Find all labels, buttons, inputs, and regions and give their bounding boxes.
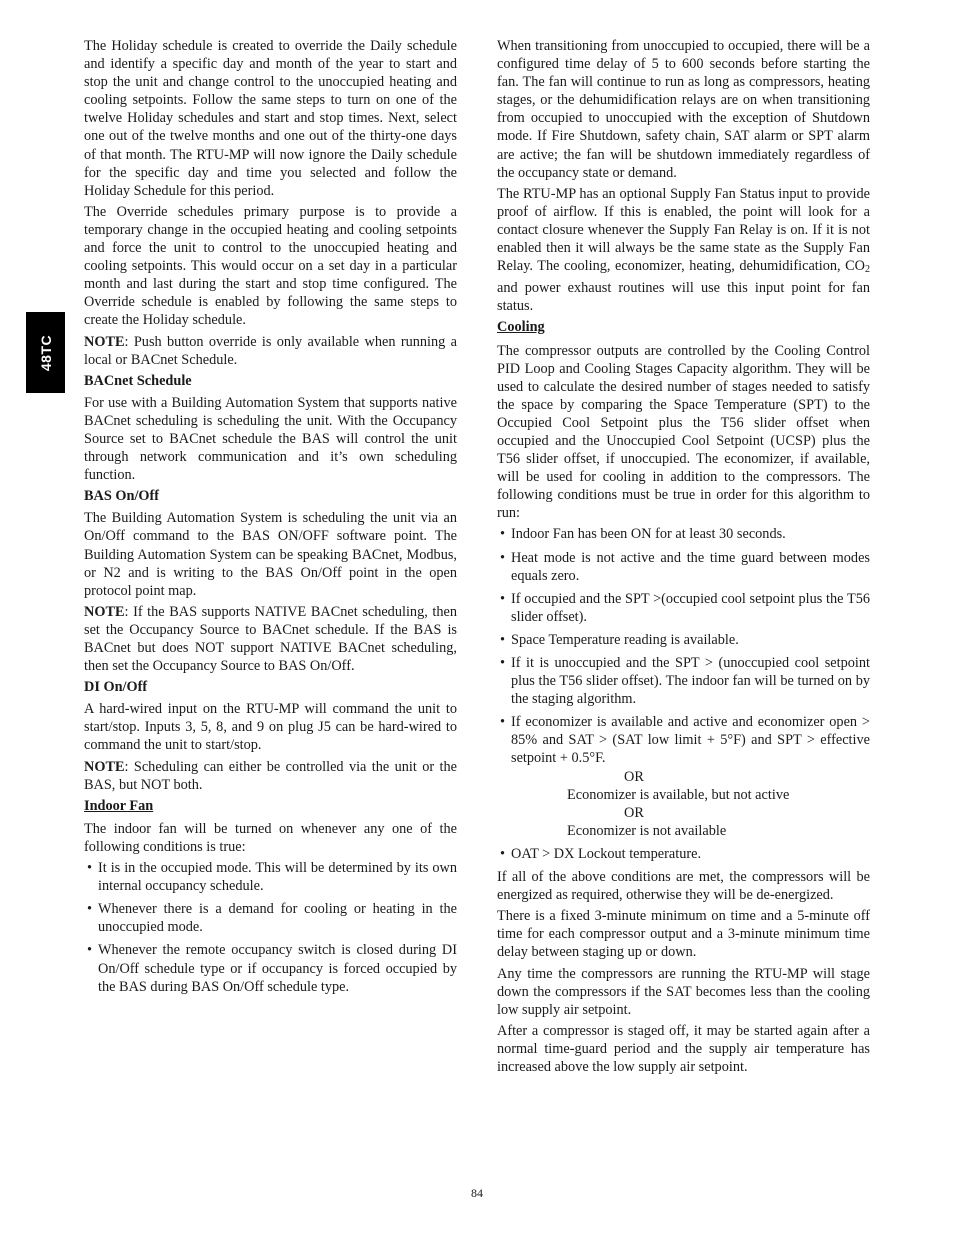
paragraph-text: The RTU-MP has an optional Supply Fan Status input to provide proof of airflow. If this is enabled, the point will look for a contact closure whenever the Supply Fan Relay is on. If it is not enabled then it will always be the same state as the Supply Fan Relay. The cooling, economizer, heating, dehumidification, CO — [497, 185, 870, 275]
note-label: NOTE — [84, 333, 125, 350]
list-item: • Heat mode is not active and the time guard between modes equals zero. — [497, 549, 870, 585]
indoor-fan-paragraph: The indoor fan will be turned on whenever any one of the following conditions is true: — [84, 820, 457, 855]
bas-onoff-heading: BAS On/Off — [84, 488, 160, 505]
minimum-time-paragraph: There is a fixed 3-minute minimum on time and a 5-minute off time for each compressor output and a 3-minute minimum time delay between staging up or down. — [497, 908, 870, 961]
override-schedule-paragraph: The Override schedules primary purpose is to provide a temporary change in the occupied heating and cooling setpoints and force the unit to control to the unoccupied heating and cooling setpoints. This would occur on a set day in a particular month and last during the start and stop time configured. The Override schedule is enabled by following the same steps to create the Holiday schedule. — [84, 203, 457, 329]
right-column — [497, 37, 870, 1079]
di-onoff-paragraph: A hard-wired input on the RTU-MP will command the unit to start/stop. Inputs 3, 5, 8, and 9 on plug J5 can be hard-wired to command the unit to start/stop. — [84, 701, 457, 754]
di-onoff-heading: DI On/Off — [84, 679, 148, 696]
bacnet-schedule-paragraph: For use with a Building Automation System that supports native BACnet scheduling is scheduling the unit. With the Occupancy Source set to BACnet schedule the BAS will control the unit through network communication and it’s own scheduling function. — [84, 394, 457, 484]
push-button-note — [84, 333, 457, 369]
note-text: : If the BAS supports NATIVE BACnet scheduling, then set the Occupancy Source to BACnet schedule. If the BAS is BACnet but does NOT support NATIVE BACnet scheduling, then set the Occupancy Source to BAS On/Off. — [84, 603, 457, 675]
list-item: • OAT > DX Lockout temperature. — [497, 845, 870, 863]
list-item-text: • If economizer is available and active and economizer open > 85% and SAT > (SAT low limit + 5°F) and SPT > effective setpoint + 0.5°F. — [511, 714, 870, 767]
economizer-condition: Economizer is not available — [567, 822, 727, 839]
bas-native-note — [84, 603, 457, 675]
list-item: • It is in the occupied mode. This will be determined by its own internal occupancy schedule. — [84, 859, 457, 895]
co2-subscript: 2 — [865, 264, 870, 276]
transition-paragraph: When transitioning from unoccupied to occupied, there will be a configured time delay of 5 to 600 seconds before starting the fan. The fan will continue to run as long as compressors, heating stages, or the dehumidification relays are on when transitioning from occupied to unoccupied with the exception of Shutdown mode. If Fire Shutdown, safety chain, SAT alarm or SPT alarm are active; the fan will be shutdown immediately regardless of the occupancy state or demand. — [497, 38, 870, 181]
page-number: 84 — [471, 1186, 483, 1200]
bas-onoff-paragraph: The Building Automation System is scheduling the unit via an On/Off command to the BAS ON/OFF software point. The Building Automation System can be speaking BACnet, Modbus, or N2 and is writing to the BAS On/Off point in the open protocol point map. — [84, 510, 457, 599]
energize-paragraph: If all of the above conditions are met, the compressors will be energized as required, otherwise they will be de-energized. — [497, 869, 870, 904]
scheduling-note — [84, 758, 457, 794]
list-item: • Whenever the remote occupancy switch is closed during DI On/Off schedule type or if occupancy is forced occupied by the BAS during BAS On/Off schedule type. — [84, 941, 457, 995]
note-text: : Scheduling can either be controlled via the unit or the BAS, but NOT both. — [84, 758, 457, 793]
restart-paragraph: After a compressor is staged off, it may be started again after a normal time-guard period and the supply air temperature has increased above the low supply air setpoint. — [497, 1022, 870, 1075]
cooling-heading: Cooling — [497, 319, 545, 336]
supply-fan-status-paragraph — [497, 185, 870, 316]
note-label: NOTE — [84, 603, 125, 620]
note-label: NOTE — [84, 758, 125, 775]
bacnet-schedule-heading: BACnet Schedule — [84, 372, 192, 389]
indoor-fan-heading: Indoor Fan — [84, 797, 154, 814]
list-item: • Indoor Fan has been ON for at least 30 seconds. — [497, 525, 870, 543]
list-item — [497, 713, 870, 840]
section-side-tab — [26, 312, 65, 393]
list-item: • Space Temperature reading is available. — [497, 631, 870, 649]
note-text: : Push button override is only available when running a local or BACnet Schedule. — [84, 333, 457, 368]
holiday-schedule-paragraph: The Holiday schedule is created to override the Daily schedule and identify a specific day and month of the year to start and stop the unit and change control to the unoccupied heating and cooling setpoints. Follow the same steps to turn on one of the twelve Holiday schedules and start and stop times. Next, select one out of the twelve months and one out of the thirty-one days of that month. The RTU-MP will now ignore the Daily schedule for the specific day and time you selected and follow the Holiday Schedule for this period. — [84, 38, 457, 199]
cooling-paragraph: The compressor outputs are controlled by the Cooling Control PID Loop and Cooling Stages Capacity algorithm. They will be used to calculate the desired number of stages needed to satisfy the space by comparing the Space Temperature (SPT) to the Occupied Cool Setpoint plus the T56 slider offset when occupied and the Unoccupied Cool Setpoint (UCSP) plus the T56 slider offset, if unoccupied. The economizer, if available, will be used for cooling in addition to the compressors. The following conditions must be true in order for this algorithm to run: — [497, 342, 870, 522]
or-separator: OR — [624, 804, 644, 821]
stage-down-paragraph: Any time the compressors are running the RTU-MP will stage down the compressors if the SAT becomes less than the cooling low supply air setpoint. — [497, 965, 870, 1018]
cooling-conditions — [497, 525, 870, 863]
or-separator: OR — [624, 768, 644, 785]
side-tab-label: 48TC — [37, 334, 54, 371]
economizer-condition: Economizer is available, but not active — [567, 786, 790, 803]
paragraph-text: and power exhaust routines will use this input point for fan status. — [497, 280, 870, 315]
list-item: • Whenever there is a demand for cooling or heating in the unoccupied mode. — [84, 900, 457, 936]
left-column — [84, 37, 457, 1001]
list-item: • If it is unoccupied and the SPT > (unoccupied cool setpoint plus the T56 slider offset). The indoor fan will be turned on by the staging algorithm. — [497, 654, 870, 708]
list-item: • If occupied and the SPT >(occupied cool setpoint plus the T56 slider offset). — [497, 590, 870, 626]
indoor-fan-conditions — [84, 859, 457, 996]
